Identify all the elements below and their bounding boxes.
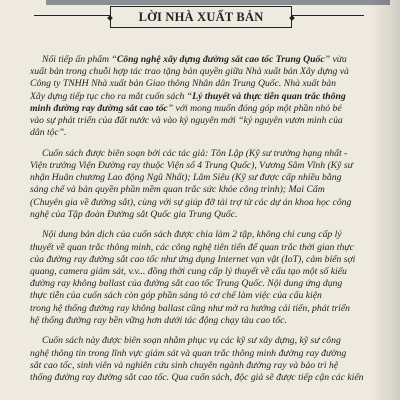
text-segment: ” với mong muốn đóng góp một phần nhỏ bé bbox=[167, 102, 342, 114]
text-line bbox=[30, 254, 368, 266]
text-segment: nghệ của Tập đoàn Đường sắt Quốc gia Trung Quốc. bbox=[30, 208, 238, 220]
text-line bbox=[30, 115, 368, 127]
text-segment: quang, camera giám sát, v.v... đồng thời cung cấp lý thuyết về cấu tạo một số kiểu bbox=[30, 266, 347, 278]
text-segment: Cuốn sách được biên soạn bởi các tác giả: Tôn Lập (Kỹ sư trưởng hạng nhất - bbox=[42, 147, 348, 159]
text-segment: thực tiễn của cuốn sách còn góp phần sáng tỏ cơ chế làm việc của cấu kiện bbox=[30, 290, 322, 302]
text-line bbox=[30, 127, 368, 139]
text-segment: thống đường ray đường sắt cao tốc. Qua cuốn sách, độc giả sẽ được tiếp cận các kiến bbox=[30, 372, 364, 384]
text-line bbox=[30, 229, 368, 241]
text-segment: sắt cao tốc, sinh viên và nghiên cứu sinh chuyên ngành đường ray và bảo trì hệ bbox=[30, 359, 339, 371]
text-line bbox=[30, 66, 368, 78]
text-segment: Công ty TNHH Nhà xuất bản Giao thông Nhân dân Trung Quốc. Nhà xuất bản bbox=[30, 78, 336, 90]
text-segment: Nội dung bản dịch của cuốn sách được chia làm 2 tập, không chỉ cung cấp lý bbox=[42, 229, 342, 241]
text-line bbox=[30, 103, 368, 115]
page-heading: LỜI NHÀ XUẤT BẢN bbox=[110, 6, 292, 28]
text-segment: (Chuyên gia về đường sắt), cùng với sự giúp đỡ tài trợ từ các dự án khoa học công bbox=[30, 196, 352, 208]
page-gutter-shadow bbox=[370, 0, 400, 400]
text-line bbox=[30, 91, 368, 103]
book-title-text: Lý thuyết và thực tiễn quan trắc thông bbox=[192, 90, 346, 102]
text-line bbox=[30, 160, 368, 172]
text-segment: Nối tiếp ấn phẩm “ bbox=[42, 54, 117, 65]
book-title-text: Công nghệ xây dựng đường sắt cao tốc Trung Quốc bbox=[116, 54, 325, 65]
text-line bbox=[30, 209, 368, 221]
text-segment: ” vừa bbox=[324, 54, 347, 65]
text-line bbox=[30, 148, 368, 160]
text-line bbox=[30, 242, 368, 254]
text-segment: của đường ray đường sắt cao tốc như ứng dụng Internet vạn vật (IoT), cảm biến sợi bbox=[30, 253, 356, 265]
preface-paragraph bbox=[30, 148, 368, 221]
text-segment: thuyết về quan trắc thông minh, các công nghệ tiên tiến để quan trắc thời gian thực bbox=[30, 241, 354, 253]
text-line bbox=[30, 278, 368, 290]
text-line bbox=[30, 348, 368, 360]
page-top-rule bbox=[46, 0, 390, 5]
text-line bbox=[30, 184, 368, 196]
text-line bbox=[30, 360, 368, 372]
preface-paragraph bbox=[30, 229, 368, 327]
book-title-text: minh đường ray đường sắt cao tốc bbox=[30, 102, 168, 114]
text-line bbox=[30, 372, 368, 384]
text-line bbox=[30, 197, 368, 209]
text-segment: Cuốn sách này được biên soạn nhằm phục vụ các kỹ sư xây dựng, kỹ sư công bbox=[42, 335, 341, 347]
preface-paragraph bbox=[30, 335, 368, 384]
text-segment: sáng chế và bản quyền phần mềm quan trắc sức khỏe công trình); Mai Cẩm bbox=[30, 184, 325, 196]
text-segment: nghệ thông tin trong lĩnh vực giám sát và quan trắc thông minh đường ray đường bbox=[30, 347, 347, 359]
text-segment: hệ thống đường ray bền vững hơn dưới tác động chạy tàu cao tốc. bbox=[30, 314, 287, 326]
text-line bbox=[30, 78, 368, 90]
text-segment: nhận Huân chương Lao động Ngũ Nhất); Lâm Siêu (Kỹ sư được cấp nhiều bằng bbox=[30, 172, 342, 184]
text-segment: Viện trưởng Viện Đường ray thuộc Viện số 4 Trung Quốc), Vương Sâm Vĩnh (Kỹ sư bbox=[30, 160, 353, 172]
text-segment: xuất bản trong chuỗi hợp tác trao tặng bản quyền giữa Nhà xuất bản Xây dựng và bbox=[30, 66, 349, 78]
preface-body bbox=[30, 54, 368, 393]
text-line bbox=[30, 172, 368, 184]
text-line bbox=[30, 54, 368, 66]
text-segment: Xây dựng tiếp tục cho ra mắt cuốn sách “ bbox=[30, 90, 193, 102]
text-line bbox=[30, 266, 368, 278]
text-line bbox=[30, 315, 368, 327]
text-line bbox=[30, 303, 368, 315]
heading-rule-left bbox=[34, 15, 110, 16]
text-line bbox=[30, 290, 368, 302]
preface-paragraph bbox=[30, 54, 368, 139]
text-line bbox=[30, 335, 368, 347]
text-segment: trong hệ thống đường ray không ballast cũng như mở ra hướng cải tiến, phát triển bbox=[30, 302, 350, 314]
heading-rule-right bbox=[290, 15, 364, 16]
text-segment: dân tộc”. bbox=[30, 127, 67, 139]
text-segment: vào sự phát triển của đất nước và vào kỷ nguyên mới “kỷ nguyên vươn mình của bbox=[30, 115, 343, 127]
text-segment: đường ray không ballast của đường sắt cao tốc Trung Quốc. Nội dung ứng dụng bbox=[30, 278, 343, 290]
